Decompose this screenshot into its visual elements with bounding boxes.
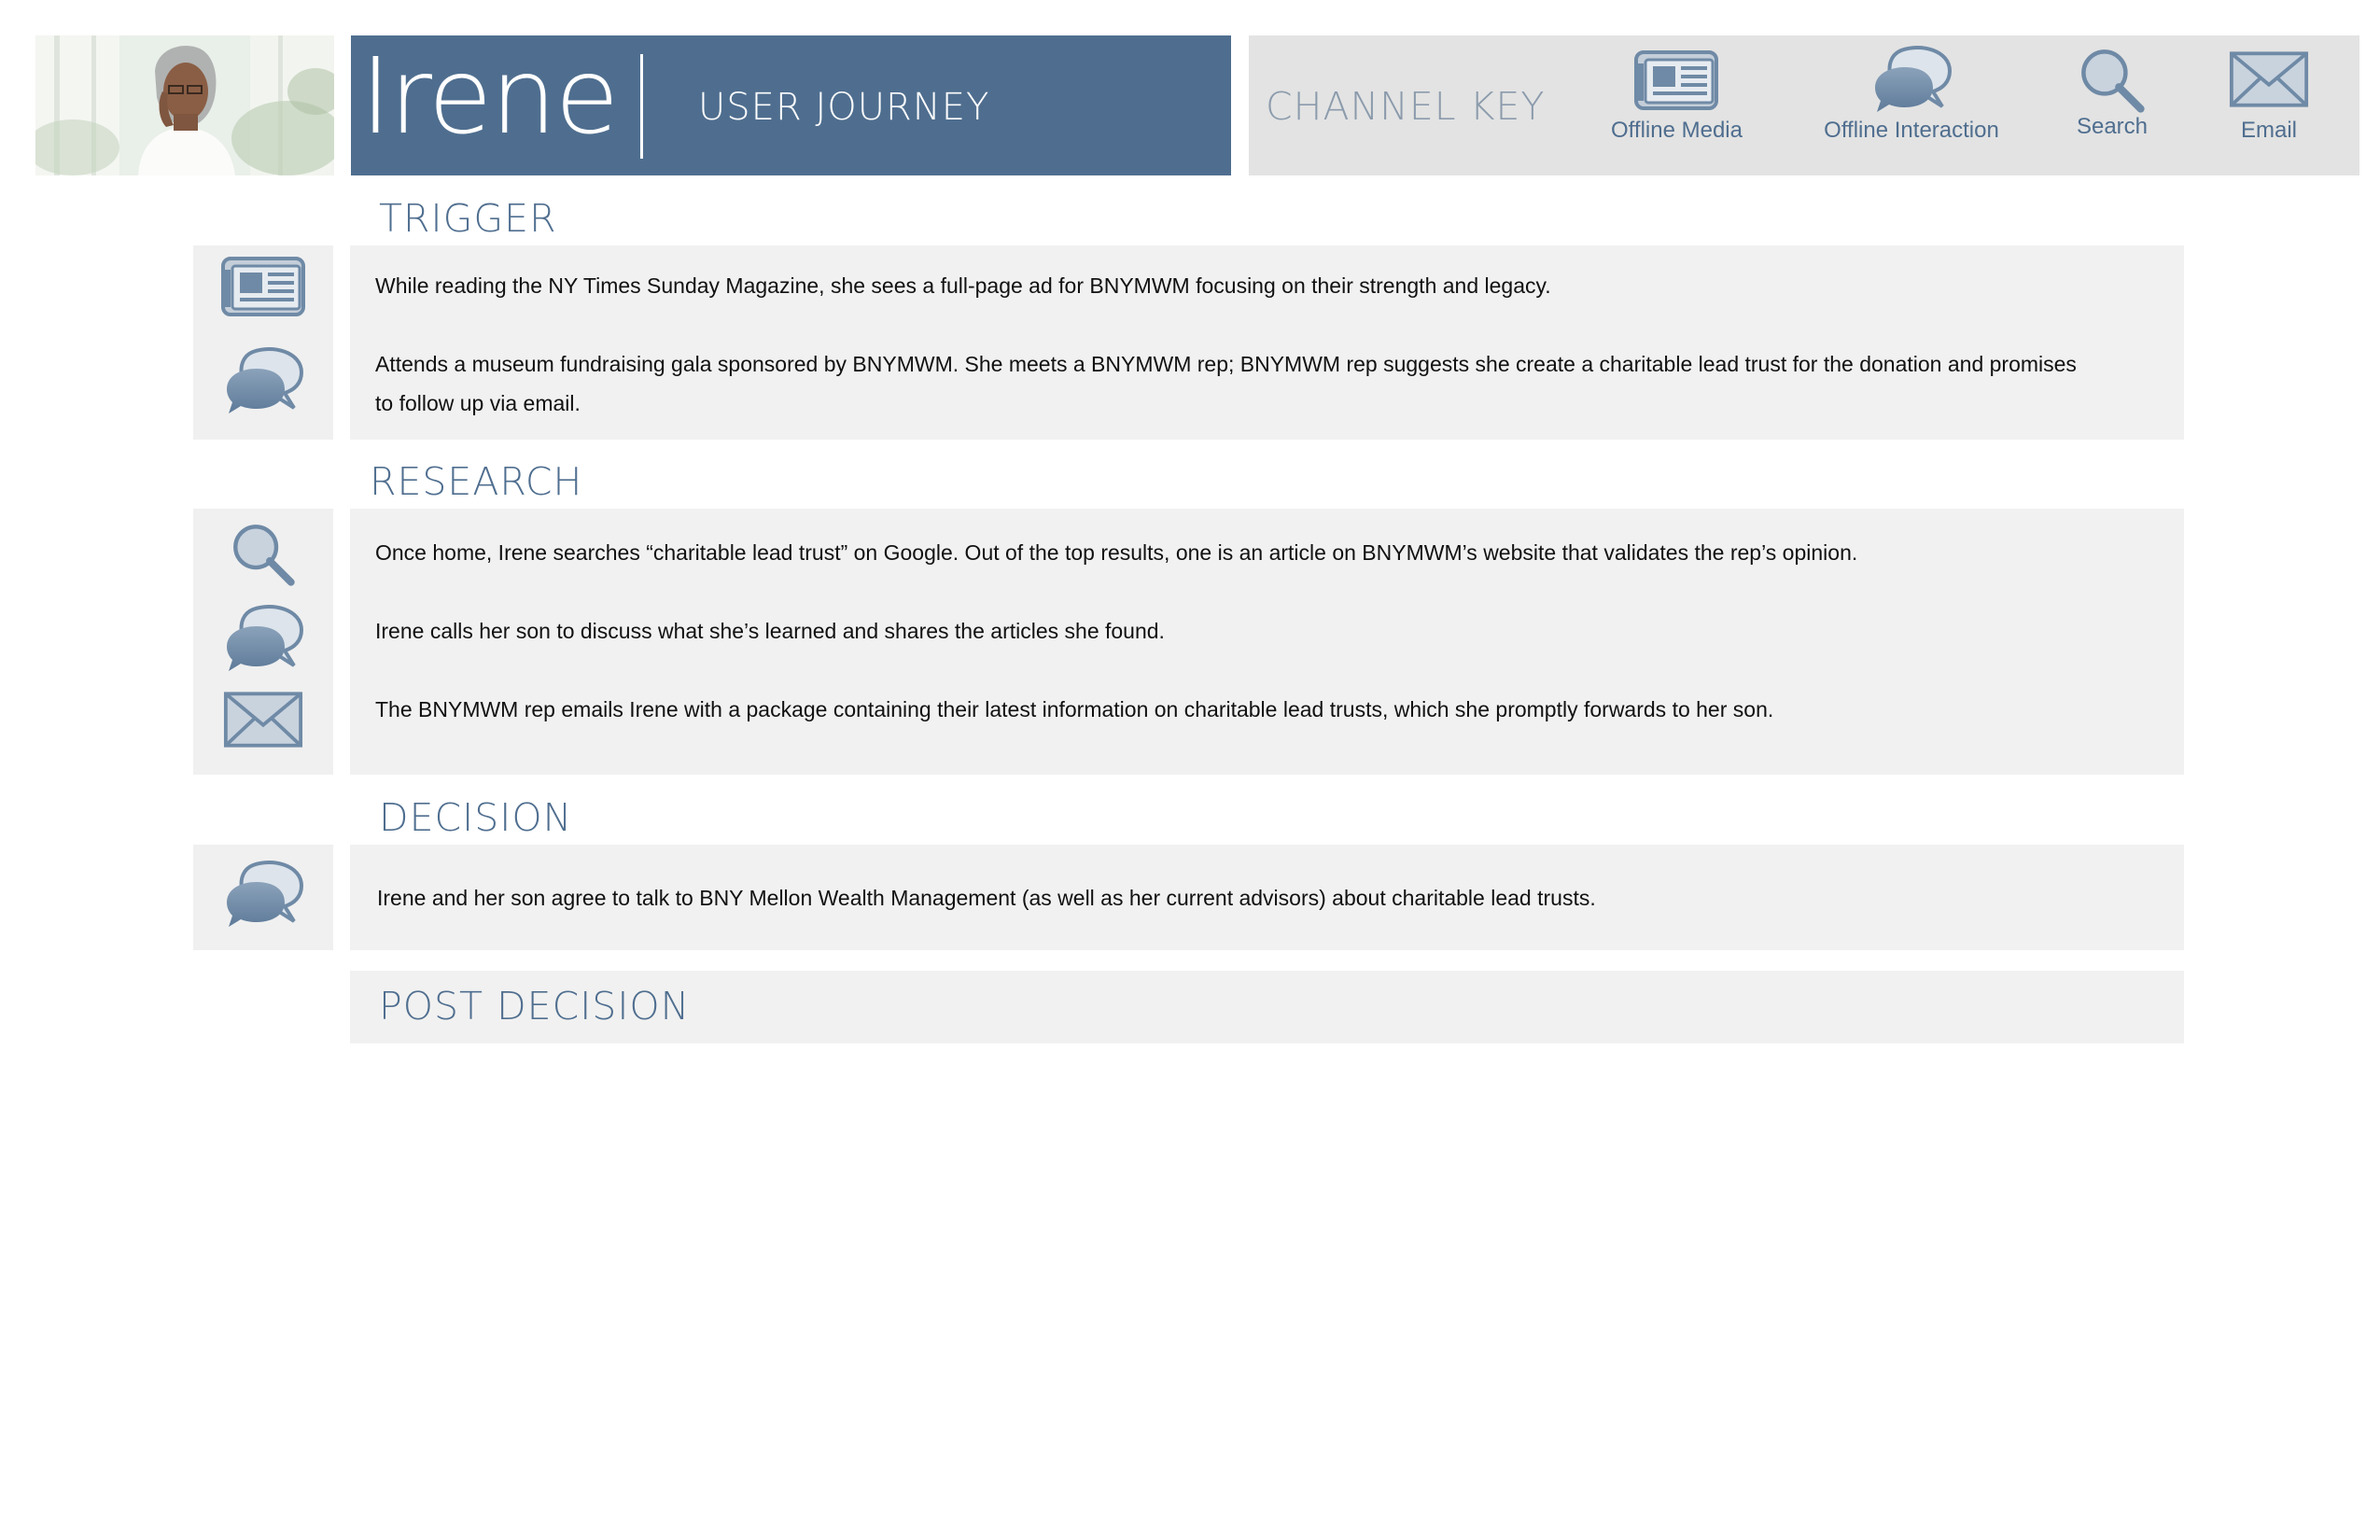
research-item-search: Once home, Irene searches “charitable lead trust” on Google. Out of the top results, one is an article on BNYMWM’s website that validates the rep’s opinion. <box>375 540 1858 565</box>
channel-key-label: Email <box>2240 118 2297 143</box>
channel-key-offline-interaction <box>1809 50 2014 144</box>
persona-name: Irene <box>360 36 618 158</box>
journey-label: USER JOURNEY <box>698 86 990 129</box>
magnifier-icon <box>2079 47 2146 114</box>
channel-key-title: CHANNEL KEY <box>1266 84 1546 129</box>
trigger-item-offline-interaction: Attends a museum fundraising gala sponsored by BNYMWM. She meets a BNYMWM rep; BNYMWM rep suggests she create a charitable lead trust for the donation and promises to follow up via email. <box>375 352 2077 415</box>
decision-item-offline-interaction: Irene and her son agree to talk to BNY Mellon Wealth Management (as well as her current advisors) about charitable lead trusts. <box>377 886 1596 910</box>
section-title-research: RESEARCH <box>370 459 583 504</box>
speech-bubbles-icon <box>1869 45 1953 114</box>
speech-bubbles-icon <box>193 860 333 929</box>
channel-key <box>1249 35 2359 175</box>
decision-panel <box>350 845 2184 950</box>
envelope-icon <box>2229 50 2309 108</box>
section-title-trigger: TRIGGER <box>379 196 557 241</box>
section-title-decision: DECISION <box>379 795 573 840</box>
newspaper-icon <box>193 257 333 316</box>
envelope-icon <box>193 691 333 749</box>
channel-key-search <box>2061 50 2163 140</box>
channel-key-offline-media <box>1611 50 1742 144</box>
research-item-email: The BNYMWM rep emails Irene with a package containing their latest information on charitable lead trusts, which she promptly forwards to her son. <box>375 697 1774 721</box>
trigger-panel <box>350 245 2184 440</box>
speech-bubbles-icon <box>193 604 333 673</box>
post-decision-panel <box>350 971 2184 1043</box>
channel-key-email <box>2218 50 2320 144</box>
magnifier-icon <box>193 522 333 587</box>
channel-key-label: Offline Media <box>1611 118 1743 143</box>
trigger-item-offline-media: While reading the NY Times Sunday Magazine, she sees a full-page ad for BNYMWM focusing on their strength and legacy. <box>375 273 1551 298</box>
persona-photo <box>35 35 334 175</box>
persona-portrait-image <box>35 35 334 175</box>
channel-key-label: Search <box>2076 114 2149 139</box>
decision-channel-icons <box>193 845 333 950</box>
speech-bubbles-icon <box>193 346 333 415</box>
section-title-post-decision: POST DECISION <box>379 984 691 1029</box>
journey-title-banner <box>351 35 1231 175</box>
title-divider <box>640 54 643 159</box>
research-panel <box>350 509 2184 775</box>
channel-key-label: Offline Interaction <box>1824 118 1999 143</box>
newspaper-icon <box>1634 50 1718 110</box>
research-channel-icons <box>193 509 333 775</box>
research-item-offline-interaction: Irene calls her son to discuss what she’s learned and shares the articles she found. <box>375 619 1165 643</box>
trigger-channel-icons <box>193 245 333 440</box>
